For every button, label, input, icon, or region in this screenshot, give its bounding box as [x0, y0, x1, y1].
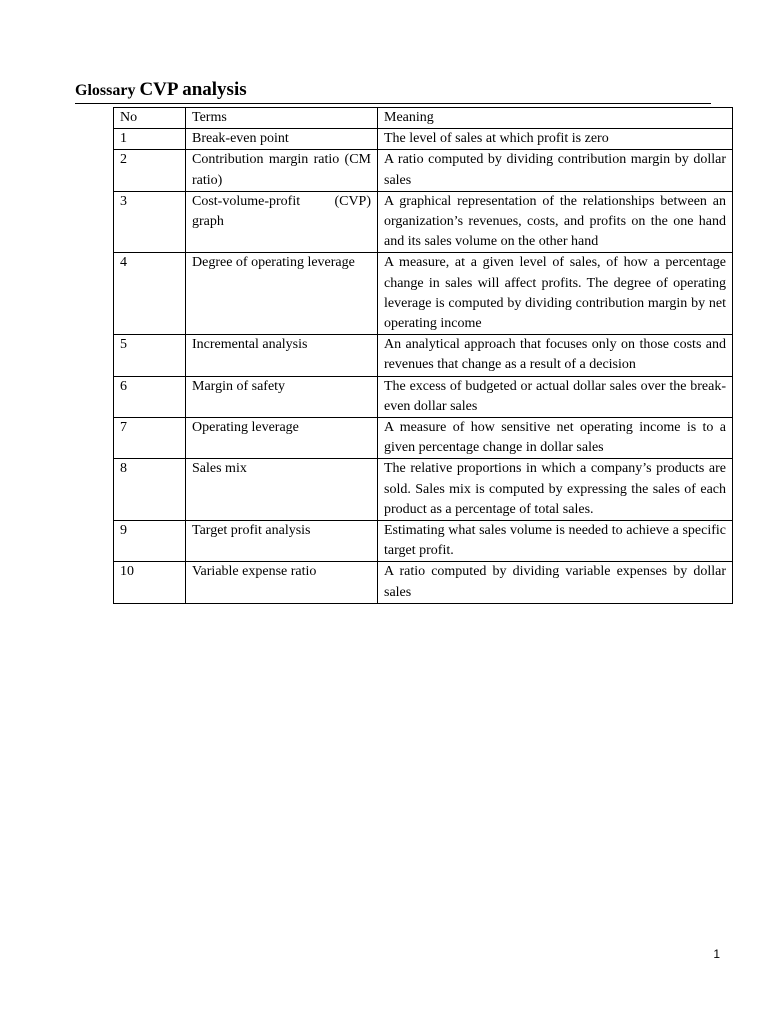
table-row: [114, 521, 733, 562]
row-term: Incremental analysis: [186, 335, 378, 376]
heading-title: CVP analysis: [139, 79, 247, 100]
row-number: 4: [114, 253, 186, 335]
row-meaning: A measure of how sensitive net operating income is to a given percentage change in dollar sales: [378, 418, 733, 459]
row-meaning: An analytical approach that focuses only on those costs and revenues that change as a result of a decision: [378, 335, 733, 376]
table-row: [114, 335, 733, 376]
row-meaning: The level of sales at which profit is zero: [378, 129, 733, 150]
table-row: [114, 191, 733, 253]
table-row: [114, 376, 733, 417]
heading-glossary-label: Glossary: [75, 82, 136, 99]
row-term: Contribution margin ratio (CM ratio): [186, 150, 378, 191]
row-term: Margin of safety: [186, 376, 378, 417]
table-row: [114, 459, 733, 521]
table-row: [114, 418, 733, 459]
table-header-row: [114, 108, 733, 129]
row-number: 6: [114, 376, 186, 417]
row-number: 8: [114, 459, 186, 521]
row-meaning: A graphical representation of the relationships between an organization’s revenues, costs, and profits on the one hand and its sales volume on the other hand: [378, 191, 733, 253]
row-meaning: A ratio computed by dividing contribution margin by dollar sales: [378, 150, 733, 191]
table-row: [114, 562, 733, 603]
row-term: Variable expense ratio: [186, 562, 378, 603]
row-meaning: The relative proportions in which a company’s products are sold. Sales mix is computed by expressing the sales of each product as a percentage of total sales.: [378, 459, 733, 521]
row-term: Target profit analysis: [186, 521, 378, 562]
row-term: Cost-volume-profit (CVP) graph: [186, 191, 378, 253]
row-number: 5: [114, 335, 186, 376]
row-number: 10: [114, 562, 186, 603]
column-header-meaning: Meaning: [378, 108, 733, 129]
row-meaning: A ratio computed by dividing variable expenses by dollar sales: [378, 562, 733, 603]
row-meaning: The excess of budgeted or actual dollar sales over the break-even dollar sales: [378, 376, 733, 417]
table-row: [114, 253, 733, 335]
document-heading: [75, 79, 711, 104]
row-term: Sales mix: [186, 459, 378, 521]
row-number: 7: [114, 418, 186, 459]
row-number: 9: [114, 521, 186, 562]
row-number: 2: [114, 150, 186, 191]
column-header-no: No: [114, 108, 186, 129]
row-term: Degree of operating leverage: [186, 253, 378, 335]
row-number: 3: [114, 191, 186, 253]
row-term: Operating leverage: [186, 418, 378, 459]
table-row: [114, 150, 733, 191]
column-header-terms: Terms: [186, 108, 378, 129]
table-row: [114, 129, 733, 150]
page-number: 1: [713, 947, 720, 961]
row-meaning: Estimating what sales volume is needed to achieve a specific target profit.: [378, 521, 733, 562]
glossary-table: [113, 107, 733, 604]
row-number: 1: [114, 129, 186, 150]
row-meaning: A measure, at a given level of sales, of how a percentage change in sales will affect profits. The degree of operating leverage is computed by dividing contribution margin by net operating income: [378, 253, 733, 335]
row-term: Break-even point: [186, 129, 378, 150]
